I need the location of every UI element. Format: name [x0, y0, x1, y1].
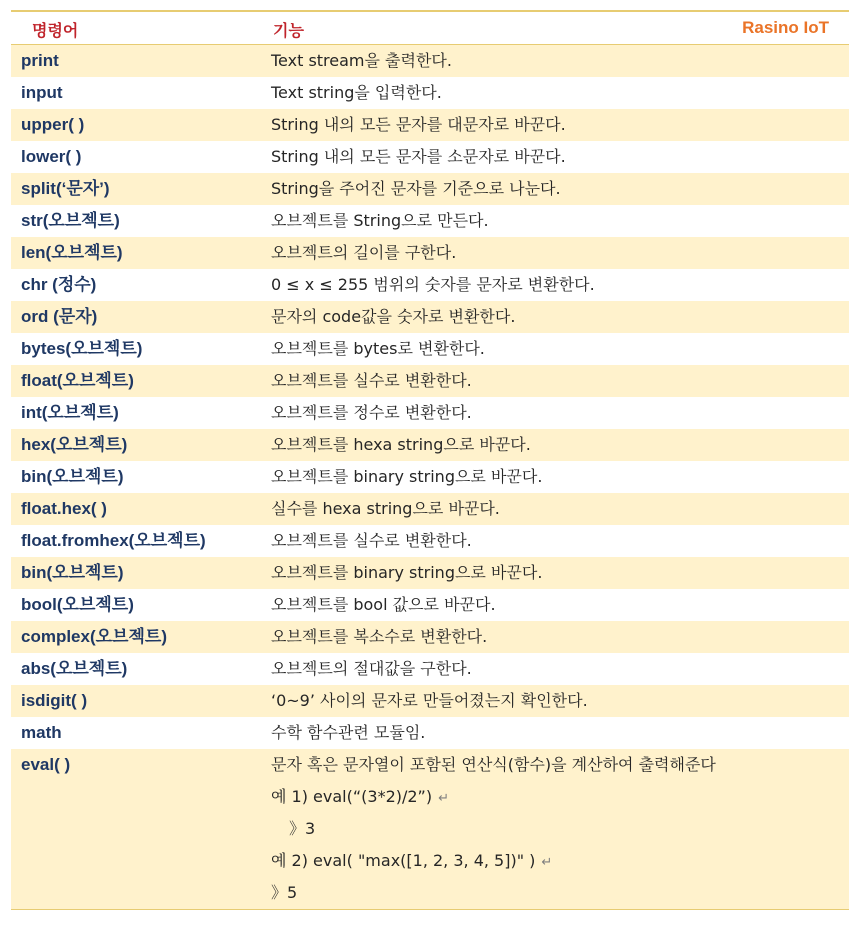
command-name: ord (문자)	[21, 307, 98, 326]
command-description: 오브젝트의 길이를 구한다.	[271, 243, 457, 262]
table-row	[11, 493, 849, 525]
command-name: bin(오브젝트)	[21, 467, 124, 486]
table-row	[11, 429, 849, 461]
command-name: float(오브젝트)	[21, 371, 134, 390]
command-name: bin(오브젝트)	[21, 563, 124, 582]
table-header	[11, 12, 849, 45]
command-description: 오브젝트를 복소수로 변환한다.	[271, 627, 488, 646]
table-row	[11, 717, 849, 749]
table-row	[11, 237, 849, 269]
command-name: eval( )	[21, 755, 71, 774]
table-bottom-rule	[11, 909, 849, 910]
command-name: print	[21, 51, 59, 70]
table-row	[11, 685, 849, 717]
table-row	[11, 77, 849, 109]
command-description: 오브젝트를 hexa string으로 바꾼다.	[271, 435, 531, 454]
command-name: input	[21, 83, 63, 102]
command-description: 오브젝트를 정수로 변환한다.	[271, 403, 472, 422]
table-row	[11, 557, 849, 589]
command-name: bool(오브젝트)	[21, 595, 134, 614]
command-description: Text stream을 출력한다.	[271, 51, 452, 70]
header-command: 명령어	[32, 21, 79, 40]
command-description: 오브젝트를 bool 값으로 바꾼다.	[271, 595, 496, 614]
table-row-eval	[11, 749, 849, 909]
table-row	[11, 205, 849, 237]
command-description: String 내의 모든 문자를 대문자로 바꾼다.	[271, 115, 566, 134]
header-function: 기능	[273, 21, 304, 40]
table-row	[11, 365, 849, 397]
command-name: bytes(오브젝트)	[21, 339, 143, 358]
command-name: str(오브젝트)	[21, 211, 120, 230]
table-body	[11, 45, 849, 749]
table-row	[11, 525, 849, 557]
command-name: int(오브젝트)	[21, 403, 119, 422]
command-name: upper( )	[21, 115, 85, 134]
command-name: split(‘문자’)	[21, 179, 110, 198]
command-name: complex(오브젝트)	[21, 627, 167, 646]
table-row	[11, 621, 849, 653]
table-row	[11, 173, 849, 205]
command-table	[11, 10, 849, 910]
command-description: 오브젝트를 bytes로 변환한다.	[271, 339, 485, 358]
command-name: float.hex( )	[21, 499, 107, 518]
command-description: 오브젝트의 절대값을 구한다.	[271, 659, 472, 678]
command-description: 오브젝트를 binary string으로 바꾼다.	[271, 467, 543, 486]
eval-example-2	[271, 845, 716, 877]
command-description: Text string을 입력한다.	[271, 83, 442, 102]
command-description: 오브젝트를 실수로 변환한다.	[271, 371, 472, 390]
eval-description	[271, 749, 716, 909]
command-description: 문자의 code값을 숫자로 변환한다.	[271, 307, 516, 326]
eval-example-1	[271, 781, 716, 813]
command-name: lower( )	[21, 147, 82, 166]
table-row	[11, 397, 849, 429]
command-description: 오브젝트를 binary string으로 바꾼다.	[271, 563, 543, 582]
command-name: float.fromhex(오브젝트)	[21, 531, 206, 550]
eval-example-2-text: 예 2) eval( "max([1, 2, 3, 4, 5])" )	[271, 851, 536, 870]
eval-result-1: 》3	[289, 819, 316, 838]
command-description: 오브젝트를 실수로 변환한다.	[271, 531, 472, 550]
command-description: ‘0~9’ 사이의 문자로 만들어졌는지 확인한다.	[271, 691, 588, 710]
command-name: isdigit( )	[21, 691, 88, 710]
table-row	[11, 45, 849, 77]
brand-label: Rasino IoT	[742, 18, 829, 37]
command-description: 오브젝트를 String으로 만든다.	[271, 211, 489, 230]
table-row	[11, 109, 849, 141]
table-row	[11, 301, 849, 333]
table-row	[11, 461, 849, 493]
command-name: len(오브젝트)	[21, 243, 123, 262]
return-icon: ↵	[541, 855, 553, 870]
table-row	[11, 333, 849, 365]
command-name: chr (정수)	[21, 275, 97, 294]
command-name: abs(오브젝트)	[21, 659, 128, 678]
command-description: 실수를 hexa string으로 바꾼다.	[271, 499, 500, 518]
command-description: 0 ≤ x ≤ 255 범위의 숫자를 문자로 변환한다.	[271, 275, 595, 294]
command-description: String을 주어진 문자를 기준으로 나눈다.	[271, 179, 561, 198]
command-description: 수학 함수관련 모듈임.	[271, 723, 426, 742]
eval-line-1: 문자 혹은 문자열이 포함된 연산식(함수)을 계산하여 출력해준다	[271, 755, 716, 774]
eval-example-1-text: 예 1) eval(“(3*2)/2”)	[271, 787, 433, 806]
table-row	[11, 653, 849, 685]
table-row	[11, 589, 849, 621]
command-description: String 내의 모든 문자를 소문자로 바꾼다.	[271, 147, 566, 166]
eval-result-2: 》5	[271, 883, 298, 902]
table-row	[11, 141, 849, 173]
table-row	[11, 269, 849, 301]
command-name: hex(오브젝트)	[21, 435, 128, 454]
return-icon: ↵	[438, 791, 449, 806]
command-name: math	[21, 723, 62, 742]
